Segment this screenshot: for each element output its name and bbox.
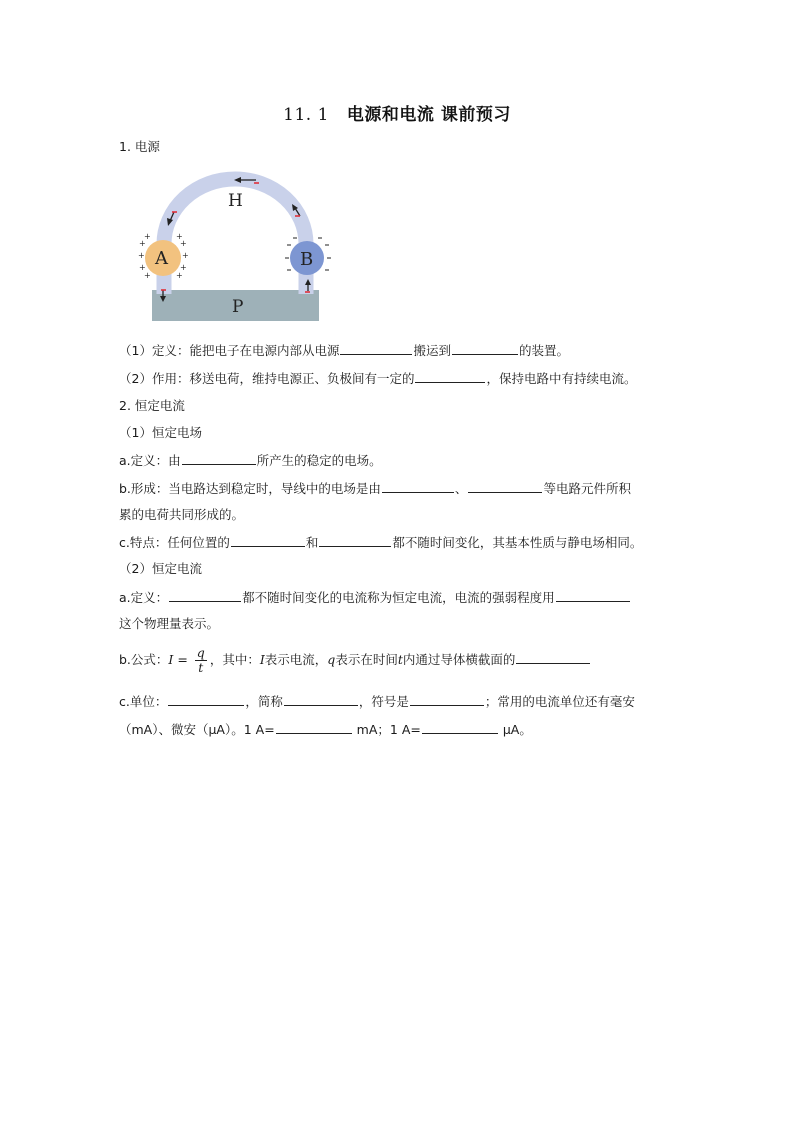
field-form-suffix: 等电路元件所积 — [543, 481, 631, 496]
def-suffix: 的装置。 — [518, 343, 569, 358]
unit-blank-5[interactable] — [422, 721, 498, 734]
svg-text:+: + — [138, 251, 145, 260]
field-form-sep: 、 — [454, 481, 468, 496]
field-form-blank-1[interactable] — [382, 480, 454, 493]
formula-sym-i: I — [259, 652, 265, 667]
label-b: B — [300, 249, 314, 270]
field-def-line — [119, 452, 382, 469]
formula-sym-t: t — [397, 652, 403, 667]
label-h: H — [228, 191, 243, 211]
field-form-blank-2[interactable] — [468, 480, 542, 493]
unit-blank-2[interactable] — [284, 693, 358, 706]
role-blank[interactable] — [415, 370, 485, 383]
unit-blank-4[interactable] — [276, 721, 352, 734]
field-feat-suffix: 都不随时间变化，其基本性质与静电场相同。 — [392, 535, 643, 550]
title-text: 电源和电流 课前预习 — [346, 105, 511, 125]
field-form-cont: 累的电荷共同形成的。 — [119, 507, 245, 522]
section1-heading: 1. 电源 — [119, 139, 160, 154]
unit-sep1: ，简称 — [245, 694, 283, 709]
current-def-blank-1[interactable] — [169, 589, 241, 602]
formula-blank[interactable] — [516, 651, 590, 664]
formula-suffix: 内通过导体横截面的 — [402, 652, 516, 667]
unit-blank-1[interactable] — [168, 693, 244, 706]
unit-prefix: c.单位： — [119, 694, 168, 709]
svg-text:+: + — [144, 271, 151, 280]
role-line — [119, 370, 636, 387]
label-p: P — [232, 297, 244, 317]
sub2-heading: （2）恒定电流 — [119, 561, 202, 576]
unit-cont3: μA。 — [498, 722, 532, 737]
section2-heading: 2. 恒定电流 — [119, 398, 185, 413]
def-line — [119, 342, 569, 359]
def-blank-2[interactable] — [452, 342, 518, 355]
role-prefix: （2）作用：移送电荷，维持电源正、负极间有一定的 — [119, 371, 415, 386]
svg-text:+: + — [182, 251, 189, 260]
sub1-heading: （1）恒定电场 — [119, 425, 202, 440]
field-feat-line — [119, 534, 642, 551]
current-def-line — [119, 589, 631, 606]
formula-mid2: 表示电流， — [264, 652, 328, 667]
unit-cont2: mA；1 A= — [352, 722, 421, 737]
current-def-blank-2[interactable] — [556, 589, 630, 602]
def-prefix: （1）定义：能把电子在电源内部从电源 — [119, 343, 340, 358]
formula-numerator: q — [196, 645, 205, 660]
unit-blank-3[interactable] — [410, 693, 484, 706]
formula-mid1: ，其中： — [209, 652, 260, 667]
unit-cont1: （mA）、微安（μA）。1 A= — [119, 722, 275, 737]
current-def-prefix: a.定义： — [119, 590, 169, 605]
field-feat-mid: 和 — [305, 535, 319, 550]
title-number: 11. 1 — [283, 105, 329, 125]
current-def-cont: 这个物理量表示。 — [119, 616, 220, 631]
formula-denominator: t — [198, 660, 204, 675]
formula-lhs: I — [168, 652, 174, 667]
formula-prefix: b.公式： — [119, 652, 169, 667]
field-feat-blank-1[interactable] — [231, 534, 305, 547]
svg-text:+: + — [139, 263, 146, 272]
def-mid: 搬运到 — [413, 343, 451, 358]
field-def-suffix: 所产生的稳定的电场。 — [256, 453, 382, 468]
formula-mid3: 表示在时间 — [335, 652, 398, 667]
field-def-prefix: a.定义：由 — [119, 453, 181, 468]
svg-text:+: + — [176, 271, 183, 280]
field-feat-blank-2[interactable] — [319, 534, 391, 547]
power-source-diagram — [130, 166, 340, 328]
unit-line — [119, 693, 635, 710]
current-def-suffix: 都不随时间变化的电流称为恒定电流，电流的强弱程度用 — [242, 590, 555, 605]
formula-fraction — [195, 646, 207, 675]
page-title — [0, 100, 794, 125]
svg-text:+: + — [180, 263, 187, 272]
field-form-line — [119, 480, 631, 497]
label-a: A — [155, 248, 168, 269]
svg-text:+: + — [176, 232, 183, 241]
field-def-blank[interactable] — [182, 452, 256, 465]
unit-cont-line — [119, 721, 532, 738]
formula-sym-q: q — [327, 652, 336, 667]
role-suffix: ，保持电路中有持续电流。 — [486, 371, 637, 386]
field-feat-prefix: c.特点：任何位置的 — [119, 535, 230, 550]
def-blank-1[interactable] — [340, 342, 412, 355]
svg-text:+: + — [139, 239, 146, 248]
formula-line — [119, 645, 591, 675]
unit-suffix: ；常用的电流单位还有毫安 — [484, 694, 635, 709]
formula-eq: = — [173, 652, 192, 667]
svg-text:+: + — [144, 232, 151, 241]
field-form-prefix: b.形成：当电路达到稳定时，导线中的电场是由 — [119, 481, 381, 496]
unit-sep2: ，符号是 — [358, 694, 409, 709]
svg-text:+: + — [180, 239, 187, 248]
